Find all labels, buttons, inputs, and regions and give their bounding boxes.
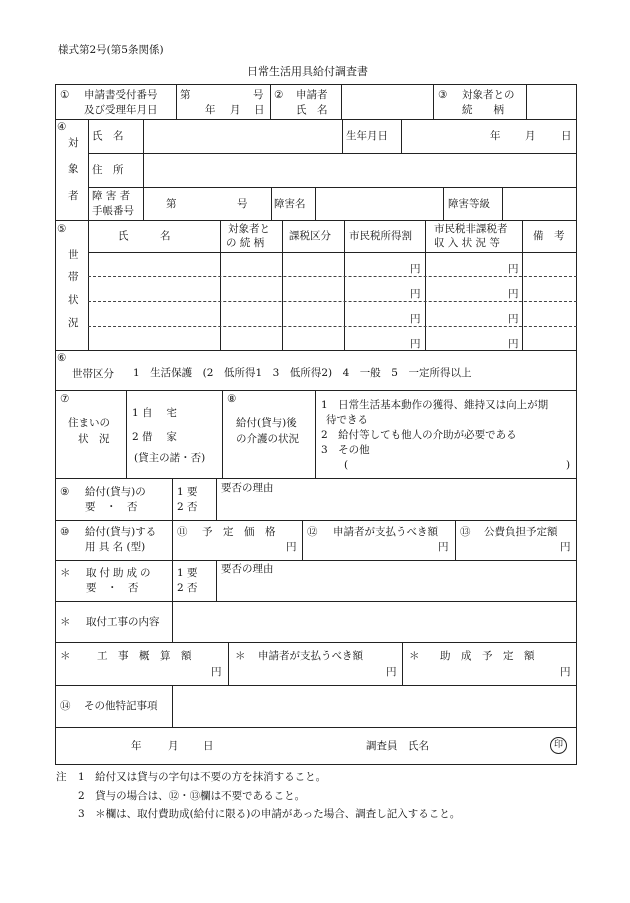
page-title: 日常生活用具給付調査書 [247, 65, 368, 78]
subsidy-label: 助 成 予 定 額 [440, 650, 535, 662]
sign-year: 年 [131, 740, 142, 752]
install-reason-field[interactable] [217, 578, 576, 600]
housing-option-rent[interactable]: 2 借 家 [132, 431, 177, 443]
cost-applicant-yen: 円 [386, 666, 397, 678]
estimate-star: ＊ [60, 650, 71, 662]
subsidy-yen: 円 [560, 666, 571, 678]
housing-option-own[interactable]: 1 自 宅 [132, 407, 177, 419]
col-tax-header: 課税区分 [289, 230, 331, 242]
public-pay-label: 公費負担予定額 [484, 526, 558, 538]
field-number-9: ⑨ [60, 486, 70, 498]
care-option-1-cont: 待できる [326, 414, 368, 426]
income-yen-3: 円 [410, 313, 421, 325]
applicant-pay-yen: 円 [438, 541, 449, 553]
investigator-name-field[interactable] [440, 734, 540, 756]
note-1: 1 給付又は貸与の字句は不要の方を抹消すること。 [78, 771, 327, 783]
household-label-char: 帯 [68, 271, 79, 283]
estimate-label: 工 事 概 算 額 [97, 650, 192, 662]
field-number-4: ④ [57, 121, 67, 133]
handbook-dai: 第 [166, 198, 177, 210]
col-exempt-header: 市民税非課税者 [434, 223, 508, 235]
birth-month: 月 [525, 130, 536, 142]
category-options[interactable]: 1 生活保護 (2 低所得1 3 低所得2) 4 一般 5 一定所得以上 [133, 367, 472, 379]
handbook-label-2: 手帳番号 [92, 205, 134, 217]
care-other-field[interactable] [352, 458, 566, 473]
col-note-header: 備 考 [533, 230, 565, 242]
col-income-header: 市民税所得割 [349, 230, 412, 242]
field-number-11: ⑪ [177, 526, 188, 538]
housing-label: 住まいの [68, 417, 110, 429]
address-label: 住 所 [92, 164, 124, 176]
subsidy-star: ＊ [409, 650, 420, 662]
housing-landlord[interactable]: (貸主の諾・否) [134, 452, 206, 464]
necessity-label: 給付(貸与)の [85, 486, 146, 498]
install-reason-label: 要否の理由 [221, 563, 274, 575]
estimate-yen: 円 [211, 666, 222, 678]
grade-field[interactable] [503, 188, 576, 219]
install-option-yes[interactable]: 1 要 [177, 567, 198, 579]
subject-label-char: 対 [68, 137, 79, 149]
field-number-2: ② [274, 89, 284, 101]
field-number-14: ⑭ [60, 700, 71, 712]
note-3: 3 ＊欄は、取付費助成(給付に限る)の申請があった場合、調査し記入すること。 [78, 808, 461, 820]
disability-field[interactable] [316, 188, 442, 219]
birth-day: 日 [561, 130, 572, 142]
household-label-char: 世 [68, 249, 79, 261]
disability-label: 障害名 [274, 198, 306, 210]
relation-label: 対象者との [462, 89, 515, 101]
form-number: 様式第2号(第5条関係) [58, 44, 164, 56]
sign-day: 日 [203, 740, 214, 752]
item-name-label: 給付(貸与)する [85, 526, 157, 538]
necessity-reason-label: 要否の理由 [221, 482, 274, 494]
grade-label: 障害等級 [448, 198, 490, 210]
field-number-5: ⑤ [57, 223, 67, 235]
exempt-yen-4: 円 [508, 338, 519, 350]
receipt-dai: 第 [180, 89, 191, 101]
investigator-label: 調査員 氏名 [366, 740, 429, 752]
subject-label-char: 者 [68, 190, 79, 202]
care-label: 給付(貸与)後 [236, 417, 297, 429]
applicant-label: 申請者 [296, 89, 328, 101]
cost-applicant-star: ＊ [235, 650, 246, 662]
care-option-1[interactable]: 1 日常生活基本動作の獲得、維持又は向上が期 [321, 399, 549, 411]
exempt-yen-3: 円 [508, 313, 519, 325]
public-pay-yen: 円 [560, 541, 571, 553]
field-number-10: ⑩ [60, 526, 70, 538]
necessity-reason-field[interactable] [217, 497, 576, 519]
necessity-option-no[interactable]: 2 否 [177, 501, 198, 513]
receipt-go: 号 [253, 89, 264, 101]
exempt-yen-2: 円 [508, 288, 519, 300]
install-star: ＊ [60, 567, 71, 579]
price-label: 予 定 価 格 [202, 526, 276, 538]
work-field[interactable] [173, 602, 576, 641]
seal-mark: 印 [550, 737, 567, 754]
field-number-7: ⑦ [60, 393, 70, 405]
exempt-yen-1: 円 [508, 263, 519, 275]
receipt-month: 月 [230, 104, 241, 116]
housing-label-2: 状 況 [78, 433, 110, 445]
col-name-header: 氏 名 [118, 230, 171, 242]
birthdate-label: 生年月日 [346, 130, 388, 142]
necessity-label-2: 要 ・ 否 [85, 501, 138, 513]
field-number-3: ③ [438, 89, 448, 101]
note-2: 2 貸与の場合は、⑫・⑬欄は不要であること。 [78, 790, 306, 802]
col-exempt-header-2: 収 入 状 況 等 [434, 237, 500, 249]
col-relation-header-2: の 続 柄 [226, 237, 265, 249]
field-number-6: ⑥ [57, 352, 67, 364]
notes-label: 注 [56, 771, 67, 783]
work-star: ＊ [60, 616, 71, 628]
household-label-char: 状 [68, 294, 79, 306]
subject-name-label: 氏 名 [92, 130, 124, 142]
subject-label-char: 象 [68, 163, 79, 175]
special-field[interactable] [173, 686, 576, 726]
necessity-option-yes[interactable]: 1 要 [177, 486, 198, 498]
receipt-label-2: 及び受理年月日 [84, 104, 158, 116]
applicant-label-2: 氏 名 [296, 104, 328, 116]
address-field[interactable] [144, 154, 576, 186]
receipt-year: 年 [205, 104, 216, 116]
price-yen: 円 [286, 541, 297, 553]
care-other-open: ( [344, 459, 349, 471]
col-relation-header: 対象者と [228, 223, 270, 235]
handbook-label: 障 害 者 [92, 190, 131, 202]
care-option-2[interactable]: 2 給付等しても他人の介助が必要である [321, 429, 517, 441]
install-label: 取付助成の [86, 567, 154, 579]
subject-name-field[interactable] [144, 120, 341, 152]
income-yen-4: 円 [410, 338, 421, 350]
special-label: その他特記事項 [84, 700, 158, 712]
applicant-name-field[interactable] [342, 85, 432, 118]
category-label: 世帯区分 [72, 368, 114, 380]
relation-label-2: 続 柄 [462, 104, 504, 116]
field-number-13: ⑬ [460, 526, 471, 538]
care-label-2: の介護の状況 [236, 433, 299, 445]
item-name-label-2: 用 具 名 (型) [85, 541, 146, 553]
income-yen-1: 円 [410, 263, 421, 275]
relation-field[interactable] [527, 85, 576, 118]
income-yen-2: 円 [410, 288, 421, 300]
household-label-char: 況 [68, 317, 79, 329]
field-number-1: ① [60, 89, 70, 101]
receipt-day: 日 [254, 104, 265, 116]
receipt-label: 申請書受付番号 [84, 89, 158, 101]
sign-month: 月 [168, 740, 179, 752]
work-label: 取付工事の内容 [86, 616, 160, 628]
install-label-2: 要 ・ 否 [86, 582, 139, 594]
install-option-no[interactable]: 2 否 [177, 582, 198, 594]
cost-applicant-label: 申請者が支払うべき額 [258, 650, 363, 662]
handbook-go: 号 [237, 198, 248, 210]
birth-year: 年 [490, 130, 501, 142]
field-number-12: ⑫ [307, 526, 318, 538]
applicant-pay-label: 申請者が支払うべき額 [333, 526, 438, 538]
care-other-close: ) [566, 459, 571, 471]
care-option-3[interactable]: 3 その他 [321, 444, 370, 456]
field-number-8: ⑧ [227, 393, 237, 405]
